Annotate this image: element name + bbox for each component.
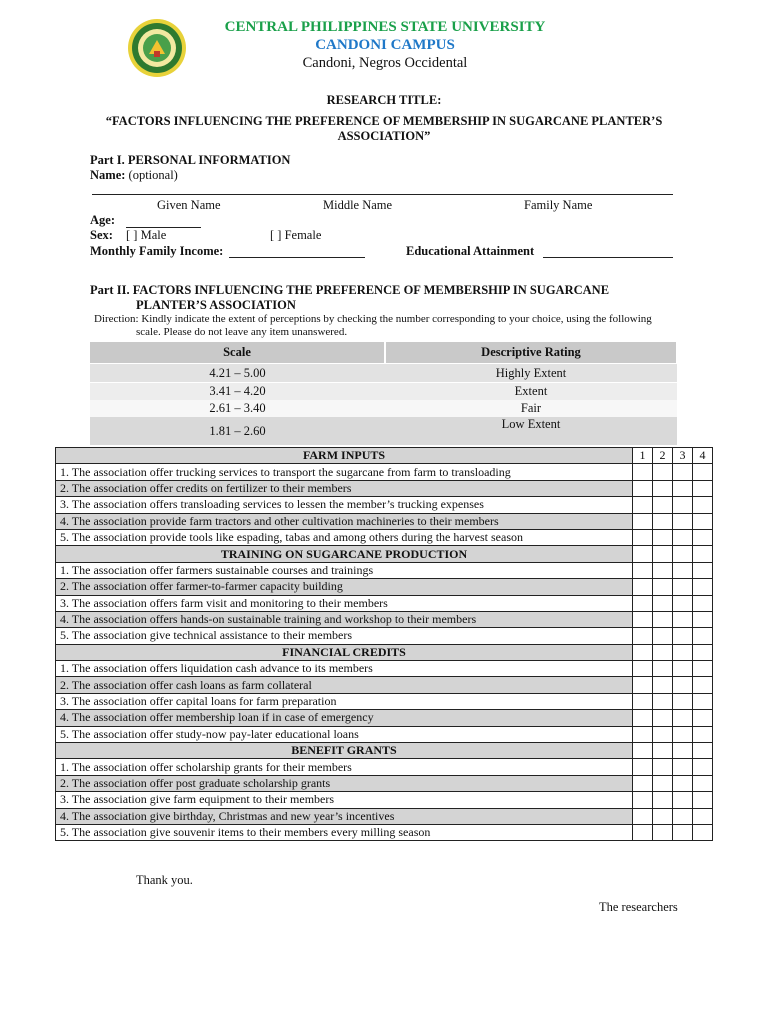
rating-checkbox-cell[interactable]: [673, 579, 693, 595]
rating-checkbox-cell[interactable]: [633, 513, 653, 529]
rating-header-cell: [633, 546, 653, 562]
rating-checkbox-cell[interactable]: [673, 464, 693, 480]
scale-range: 3.41 – 4.20: [90, 383, 385, 401]
rating-checkbox-cell[interactable]: [653, 480, 673, 496]
survey-item-row: [56, 595, 713, 611]
rating-checkbox-cell[interactable]: [693, 480, 713, 496]
rating-checkbox-cell[interactable]: [693, 497, 713, 513]
direction-line2: scale. Please do not leave any item unanswered.: [136, 326, 348, 338]
sex-row: [90, 228, 113, 243]
rating-header-cell: [693, 546, 713, 562]
rating-checkbox-cell[interactable]: [693, 808, 713, 824]
survey-item-text: 1. The association offer scholarship grants for their members: [56, 759, 633, 775]
section-title: BENEFIT GRANTS: [56, 743, 633, 759]
survey-item-row: [56, 611, 713, 627]
rating-checkbox-cell[interactable]: [633, 710, 653, 726]
rating-checkbox-cell[interactable]: [673, 480, 693, 496]
survey-item-row: [56, 529, 713, 545]
scale-rating: Fair: [385, 400, 677, 417]
survey-item-text: 1. The association offer farmers sustainable courses and trainings: [56, 562, 633, 578]
rating-checkbox-cell[interactable]: [633, 480, 653, 496]
rating-checkbox-cell[interactable]: [673, 562, 693, 578]
rating-checkbox-cell[interactable]: [653, 628, 673, 644]
sex-label: Sex:: [90, 228, 113, 242]
rating-checkbox-cell[interactable]: [653, 775, 673, 791]
rating-checkbox-cell[interactable]: [693, 529, 713, 545]
survey-item-row: [56, 808, 713, 824]
rating-checkbox-cell[interactable]: [633, 628, 653, 644]
family-name-label: Family Name: [524, 198, 593, 212]
rating-checkbox-cell[interactable]: [653, 497, 673, 513]
survey-item-row: [56, 775, 713, 791]
survey-item-text: 4. The association offers hands-on sustainable training and workshop to their members: [56, 611, 633, 627]
survey-item-text: 3. The association offers transloading services to lessen the member’s trucking expenses: [56, 497, 633, 513]
university-name: CENTRAL PHILIPPINES STATE UNIVERSITY: [224, 19, 546, 35]
female-checkbox[interactable]: [ ] Female: [270, 228, 322, 242]
rating-header-cell: [653, 743, 673, 759]
rating-checkbox-cell[interactable]: [673, 628, 693, 644]
survey-item-text: 5. The association give technical assistance to their members: [56, 628, 633, 644]
rating-checkbox-cell[interactable]: [633, 579, 653, 595]
survey-item-row: [56, 497, 713, 513]
given-name-label: Given Name: [157, 198, 221, 212]
scale-table: [90, 342, 678, 445]
rating-checkbox-cell[interactable]: [633, 562, 653, 578]
signoff-text: The researchers: [599, 900, 678, 914]
research-title-line1: “FACTORS INFLUENCING THE PREFERENCE OF MEMBERSHIP IN SUGARCANE PLANTER’S: [105, 114, 663, 128]
rating-header-cell: [653, 546, 673, 562]
rating-checkbox-cell[interactable]: [693, 513, 713, 529]
rating-header-cell: [673, 743, 693, 759]
part2-heading-line2: PLANTER’S ASSOCIATION: [136, 298, 296, 312]
section-header-row: [56, 448, 713, 464]
education-label: Educational Attainment: [406, 244, 535, 258]
campus-name: CANDONI CAMPUS: [315, 37, 455, 53]
age-label: Age:: [90, 213, 115, 227]
section-title: TRAINING ON SUGARCANE PRODUCTION: [56, 546, 633, 562]
rating-checkbox-cell[interactable]: [653, 562, 673, 578]
rating-checkbox-cell[interactable]: [633, 529, 653, 545]
university-seal-logo: [127, 18, 187, 78]
rating-header-cell: [693, 743, 713, 759]
income-field[interactable]: [229, 257, 365, 258]
rating-checkbox-cell[interactable]: [633, 464, 653, 480]
campus-address: Candoni, Negros Occidental: [302, 55, 468, 71]
survey-item-text: 5. The association give souvenir items to their members every milling season: [56, 824, 633, 840]
rating-column-header: 3: [673, 448, 693, 464]
scale-rating: Low Extent: [385, 417, 677, 445]
rating-header-cell: [673, 644, 693, 660]
scale-range: 4.21 – 5.00: [90, 364, 385, 383]
survey-item-text: 3. The association offers farm visit and monitoring to their members: [56, 595, 633, 611]
rating-checkbox-cell[interactable]: [673, 775, 693, 791]
rating-column-header: 1: [633, 448, 653, 464]
survey-item-row: [56, 464, 713, 480]
survey-item-text: 1. The association offer trucking services to transport the sugarcane from farm to transloading: [56, 464, 633, 480]
survey-item-text: 4. The association give birthday, Christmas and new year’s incentives: [56, 808, 633, 824]
survey-item-text: 2. The association offer cash loans as farm collateral: [56, 677, 633, 693]
survey-item-text: 2. The association offer credits on fertilizer to their members: [56, 480, 633, 496]
rating-checkbox-cell[interactable]: [693, 824, 713, 840]
rating-header-cell: [693, 644, 713, 660]
rating-checkbox-cell[interactable]: [693, 595, 713, 611]
scale-header: Scale: [90, 342, 385, 364]
rating-checkbox-cell[interactable]: [633, 661, 653, 677]
rating-checkbox-cell[interactable]: [693, 726, 713, 742]
scale-row: [90, 383, 677, 401]
rating-checkbox-cell[interactable]: [653, 824, 673, 840]
rating-header-cell: [673, 546, 693, 562]
rating-checkbox-cell[interactable]: [633, 808, 653, 824]
rating-checkbox-cell[interactable]: [653, 759, 673, 775]
rating-checkbox-cell[interactable]: [653, 726, 673, 742]
scale-range: 1.81 – 2.60: [90, 417, 385, 445]
rating-header-cell: [633, 644, 653, 660]
survey-item-row: [56, 661, 713, 677]
education-field[interactable]: [543, 257, 673, 258]
survey-item-row: [56, 562, 713, 578]
survey-item-text: 1. The association offers liquidation cash advance to its members: [56, 661, 633, 677]
survey-item-text: 2. The association offer post graduate scholarship grants: [56, 775, 633, 791]
name-line[interactable]: [92, 194, 673, 195]
rating-checkbox-cell[interactable]: [693, 464, 713, 480]
rating-checkbox-cell[interactable]: [653, 611, 673, 627]
rating-checkbox-cell[interactable]: [693, 628, 713, 644]
rating-checkbox-cell[interactable]: [633, 759, 653, 775]
survey-item-text: 4. The association offer membership loan if in case of emergency: [56, 710, 633, 726]
survey-item-row: [56, 480, 713, 496]
scale-rating: Extent: [385, 383, 677, 401]
rating-checkbox-cell[interactable]: [653, 661, 673, 677]
rating-checkbox-cell[interactable]: [693, 611, 713, 627]
rating-header: Descriptive Rating: [385, 342, 677, 364]
rating-column-header: 2: [653, 448, 673, 464]
rating-checkbox-cell[interactable]: [633, 726, 653, 742]
rating-checkbox-cell[interactable]: [693, 562, 713, 578]
scale-header-row: [90, 342, 677, 364]
rating-checkbox-cell[interactable]: [633, 693, 653, 709]
survey-item-row: [56, 726, 713, 742]
rating-checkbox-cell[interactable]: [673, 726, 693, 742]
rating-checkbox-cell[interactable]: [693, 579, 713, 595]
rating-checkbox-cell[interactable]: [673, 710, 693, 726]
name-label: Name:: [90, 168, 126, 182]
rating-checkbox-cell[interactable]: [673, 808, 693, 824]
survey-item-row: [56, 693, 713, 709]
rating-checkbox-cell[interactable]: [673, 759, 693, 775]
rating-checkbox-cell[interactable]: [693, 792, 713, 808]
rating-checkbox-cell[interactable]: [633, 497, 653, 513]
survey-item-row: [56, 513, 713, 529]
rating-checkbox-cell[interactable]: [673, 693, 693, 709]
survey-item-row: [56, 579, 713, 595]
rating-checkbox-cell[interactable]: [673, 611, 693, 627]
rating-checkbox-cell[interactable]: [693, 710, 713, 726]
survey-item-row: [56, 677, 713, 693]
research-title-line2: ASSOCIATION”: [337, 129, 431, 143]
rating-checkbox-cell[interactable]: [653, 710, 673, 726]
survey-item-row: [56, 710, 713, 726]
rating-checkbox-cell[interactable]: [653, 579, 673, 595]
rating-checkbox-cell[interactable]: [693, 759, 713, 775]
scale-range: 2.61 – 3.40: [90, 400, 385, 417]
survey-item-text: 3. The association offer capital loans for farm preparation: [56, 693, 633, 709]
scale-row: [90, 400, 677, 417]
income-label: Monthly Family Income:: [90, 244, 224, 258]
survey-item-text: 4. The association provide farm tractors and other cultivation machineries to their members: [56, 513, 633, 529]
rating-checkbox-cell[interactable]: [633, 775, 653, 791]
scale-row: [90, 364, 677, 383]
rating-checkbox-cell[interactable]: [673, 677, 693, 693]
rating-checkbox-cell[interactable]: [653, 693, 673, 709]
direction-line1: Direction: Kindly indicate the extent of perceptions by checking the number corresponding to your choice, using the following: [94, 313, 652, 325]
section-header-row: [56, 644, 713, 660]
rating-checkbox-cell[interactable]: [653, 677, 673, 693]
section-header-row: [56, 546, 713, 562]
section-title: FARM INPUTS: [56, 448, 633, 464]
name-note: (optional): [128, 168, 178, 182]
rating-checkbox-cell[interactable]: [653, 595, 673, 611]
name-row: [90, 168, 178, 183]
survey-item-text: 5. The association provide tools like espading, tabas and among others during the harvest season: [56, 529, 633, 545]
rating-checkbox-cell[interactable]: [673, 824, 693, 840]
survey-item-row: [56, 759, 713, 775]
rating-checkbox-cell[interactable]: [653, 808, 673, 824]
section-title: FINANCIAL CREDITS: [56, 644, 633, 660]
part2-heading-line1: Part II. FACTORS INFLUENCING THE PREFERENCE OF MEMBERSHIP IN SUGARCANE: [90, 283, 610, 297]
middle-name-label: Middle Name: [323, 198, 393, 212]
rating-checkbox-cell[interactable]: [653, 792, 673, 808]
rating-checkbox-cell[interactable]: [673, 661, 693, 677]
rating-checkbox-cell[interactable]: [673, 595, 693, 611]
rating-checkbox-cell[interactable]: [633, 677, 653, 693]
survey-table: [55, 447, 713, 841]
rating-checkbox-cell[interactable]: [633, 824, 653, 840]
survey-item-row: [56, 792, 713, 808]
rating-header-cell: [633, 743, 653, 759]
rating-checkbox-cell[interactable]: [673, 513, 693, 529]
male-checkbox[interactable]: [ ] Male: [126, 228, 167, 242]
rating-checkbox-cell[interactable]: [653, 513, 673, 529]
survey-item-row: [56, 628, 713, 644]
survey-item-row: [56, 824, 713, 840]
rating-checkbox-cell[interactable]: [653, 529, 673, 545]
thank-you-text: Thank you.: [136, 873, 193, 887]
survey-item-text: 3. The association give farm equipment to their members: [56, 792, 633, 808]
rating-column-header: 4: [693, 448, 713, 464]
rating-checkbox-cell[interactable]: [693, 693, 713, 709]
research-title-label: RESEARCH TITLE:: [326, 93, 442, 107]
rating-checkbox-cell[interactable]: [673, 497, 693, 513]
survey-item-text: 5. The association offer study-now pay-later educational loans: [56, 726, 633, 742]
section-header-row: [56, 743, 713, 759]
rating-checkbox-cell[interactable]: [693, 677, 713, 693]
rating-checkbox-cell[interactable]: [673, 529, 693, 545]
rating-checkbox-cell[interactable]: [693, 775, 713, 791]
rating-checkbox-cell[interactable]: [653, 464, 673, 480]
part1-heading: Part I. PERSONAL INFORMATION: [90, 153, 291, 167]
rating-checkbox-cell[interactable]: [673, 792, 693, 808]
rating-header-cell: [653, 644, 673, 660]
rating-checkbox-cell[interactable]: [633, 611, 653, 627]
scale-row: [90, 417, 677, 445]
survey-item-text: 2. The association offer farmer-to-farmer capacity building: [56, 579, 633, 595]
rating-checkbox-cell[interactable]: [633, 792, 653, 808]
scale-rating: Highly Extent: [385, 364, 677, 383]
rating-checkbox-cell[interactable]: [693, 661, 713, 677]
rating-checkbox-cell[interactable]: [633, 595, 653, 611]
